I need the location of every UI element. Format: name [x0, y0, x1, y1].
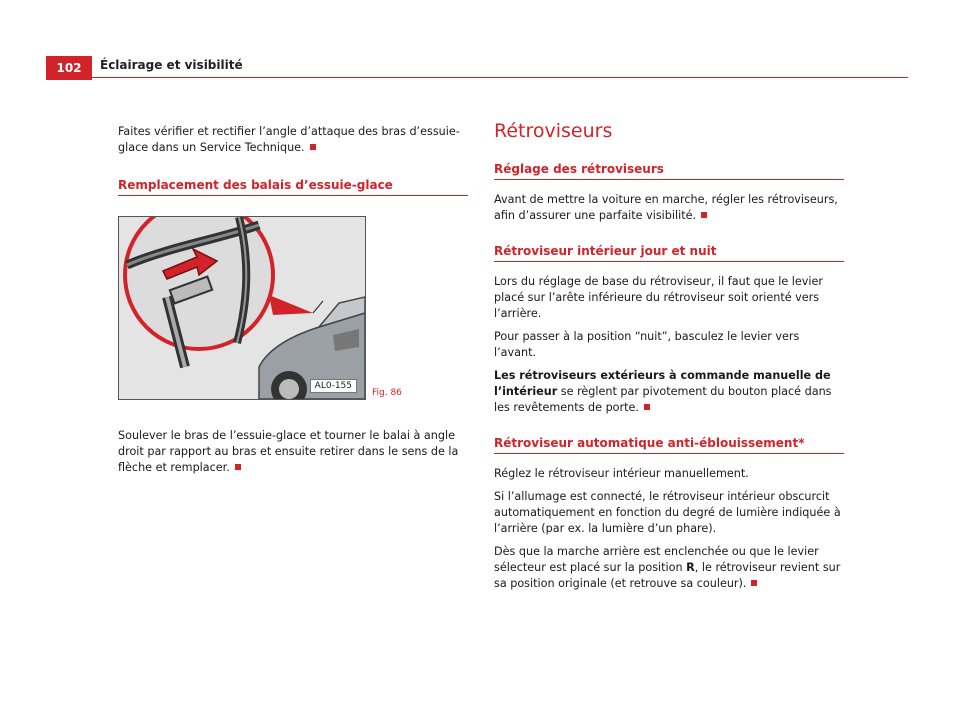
end-of-section-mark: [644, 404, 650, 410]
left-column: [118, 124, 468, 208]
day-night-p3: Les rétroviseurs extérieurs à commande manuelle de l’intérieur se règlent par pivotement du bouton placé dans les revêtements de porte.: [494, 369, 832, 414]
end-of-section-mark: [310, 144, 316, 150]
mirror-adjust-heading: Réglage des rétroviseurs: [494, 162, 844, 180]
end-of-section-mark: [701, 212, 707, 218]
section-title: Éclairage et visibilité: [100, 58, 243, 72]
chapter-title: Rétroviseurs: [494, 120, 613, 142]
day-night-mirror-heading: Rétroviseur intérieur jour et nuit: [494, 244, 844, 262]
page-number: 102: [46, 56, 92, 80]
auto-dimming-p3: Dès que la marche arrière est enclenchée ou que le levier sélecteur est placé sur la position R, le rétroviseur revient sur sa position originale (et retrouve sa couleur).: [494, 545, 841, 590]
figure-code: AL0-155: [310, 379, 357, 393]
auto-dimming-p2: Si l’allumage est connecté, le rétroviseur intérieur obscurcit automatiquement en fonction du degré de lumière indiquée à l’arrière (par ex. la lumière d’un phare).: [494, 490, 841, 535]
figure-wiper-blade: [118, 216, 366, 400]
day-night-p1: Lors du réglage de base du rétroviseur, il faut que le levier placé sur l’arête inférieure du rétroviseur soit orienté vers l’arrière.: [494, 275, 824, 320]
day-night-p2: Pour passer à la position “nuit”, basculez le levier vers l’avant.: [494, 330, 800, 359]
end-of-section-mark: [751, 580, 757, 586]
left-instructions: [118, 428, 468, 483]
wiper-blade-heading: Remplacement des balais d’essuie-glace: [118, 178, 468, 196]
end-of-section-mark: [235, 464, 241, 470]
auto-dimming-p1: Réglez le rétroviseur intérieur manuellement.: [494, 467, 749, 480]
figure-caption: Fig. 86: [372, 388, 402, 398]
wiper-illustration: [119, 217, 365, 399]
auto-dimming-heading: Rétroviseur automatique anti-éblouissement*: [494, 436, 844, 454]
mirror-adjust-text: Avant de mettre la voiture en marche, régler les rétroviseurs, afin d’assurer une parfaite visibilité.: [494, 193, 838, 222]
intro-paragraph: Faites vérifier et rectifier l’angle d’attaque des bras d’essuie-glace dans un Service Technique.: [118, 125, 460, 154]
instructions-paragraph: Soulever le bras de l’essuie-glace et tourner le balai à angle droit par rapport au bras et ensuite retirer dans le sens de la flèche et remplacer.: [118, 429, 459, 474]
header-divider: [92, 77, 908, 78]
right-column: [494, 120, 844, 599]
